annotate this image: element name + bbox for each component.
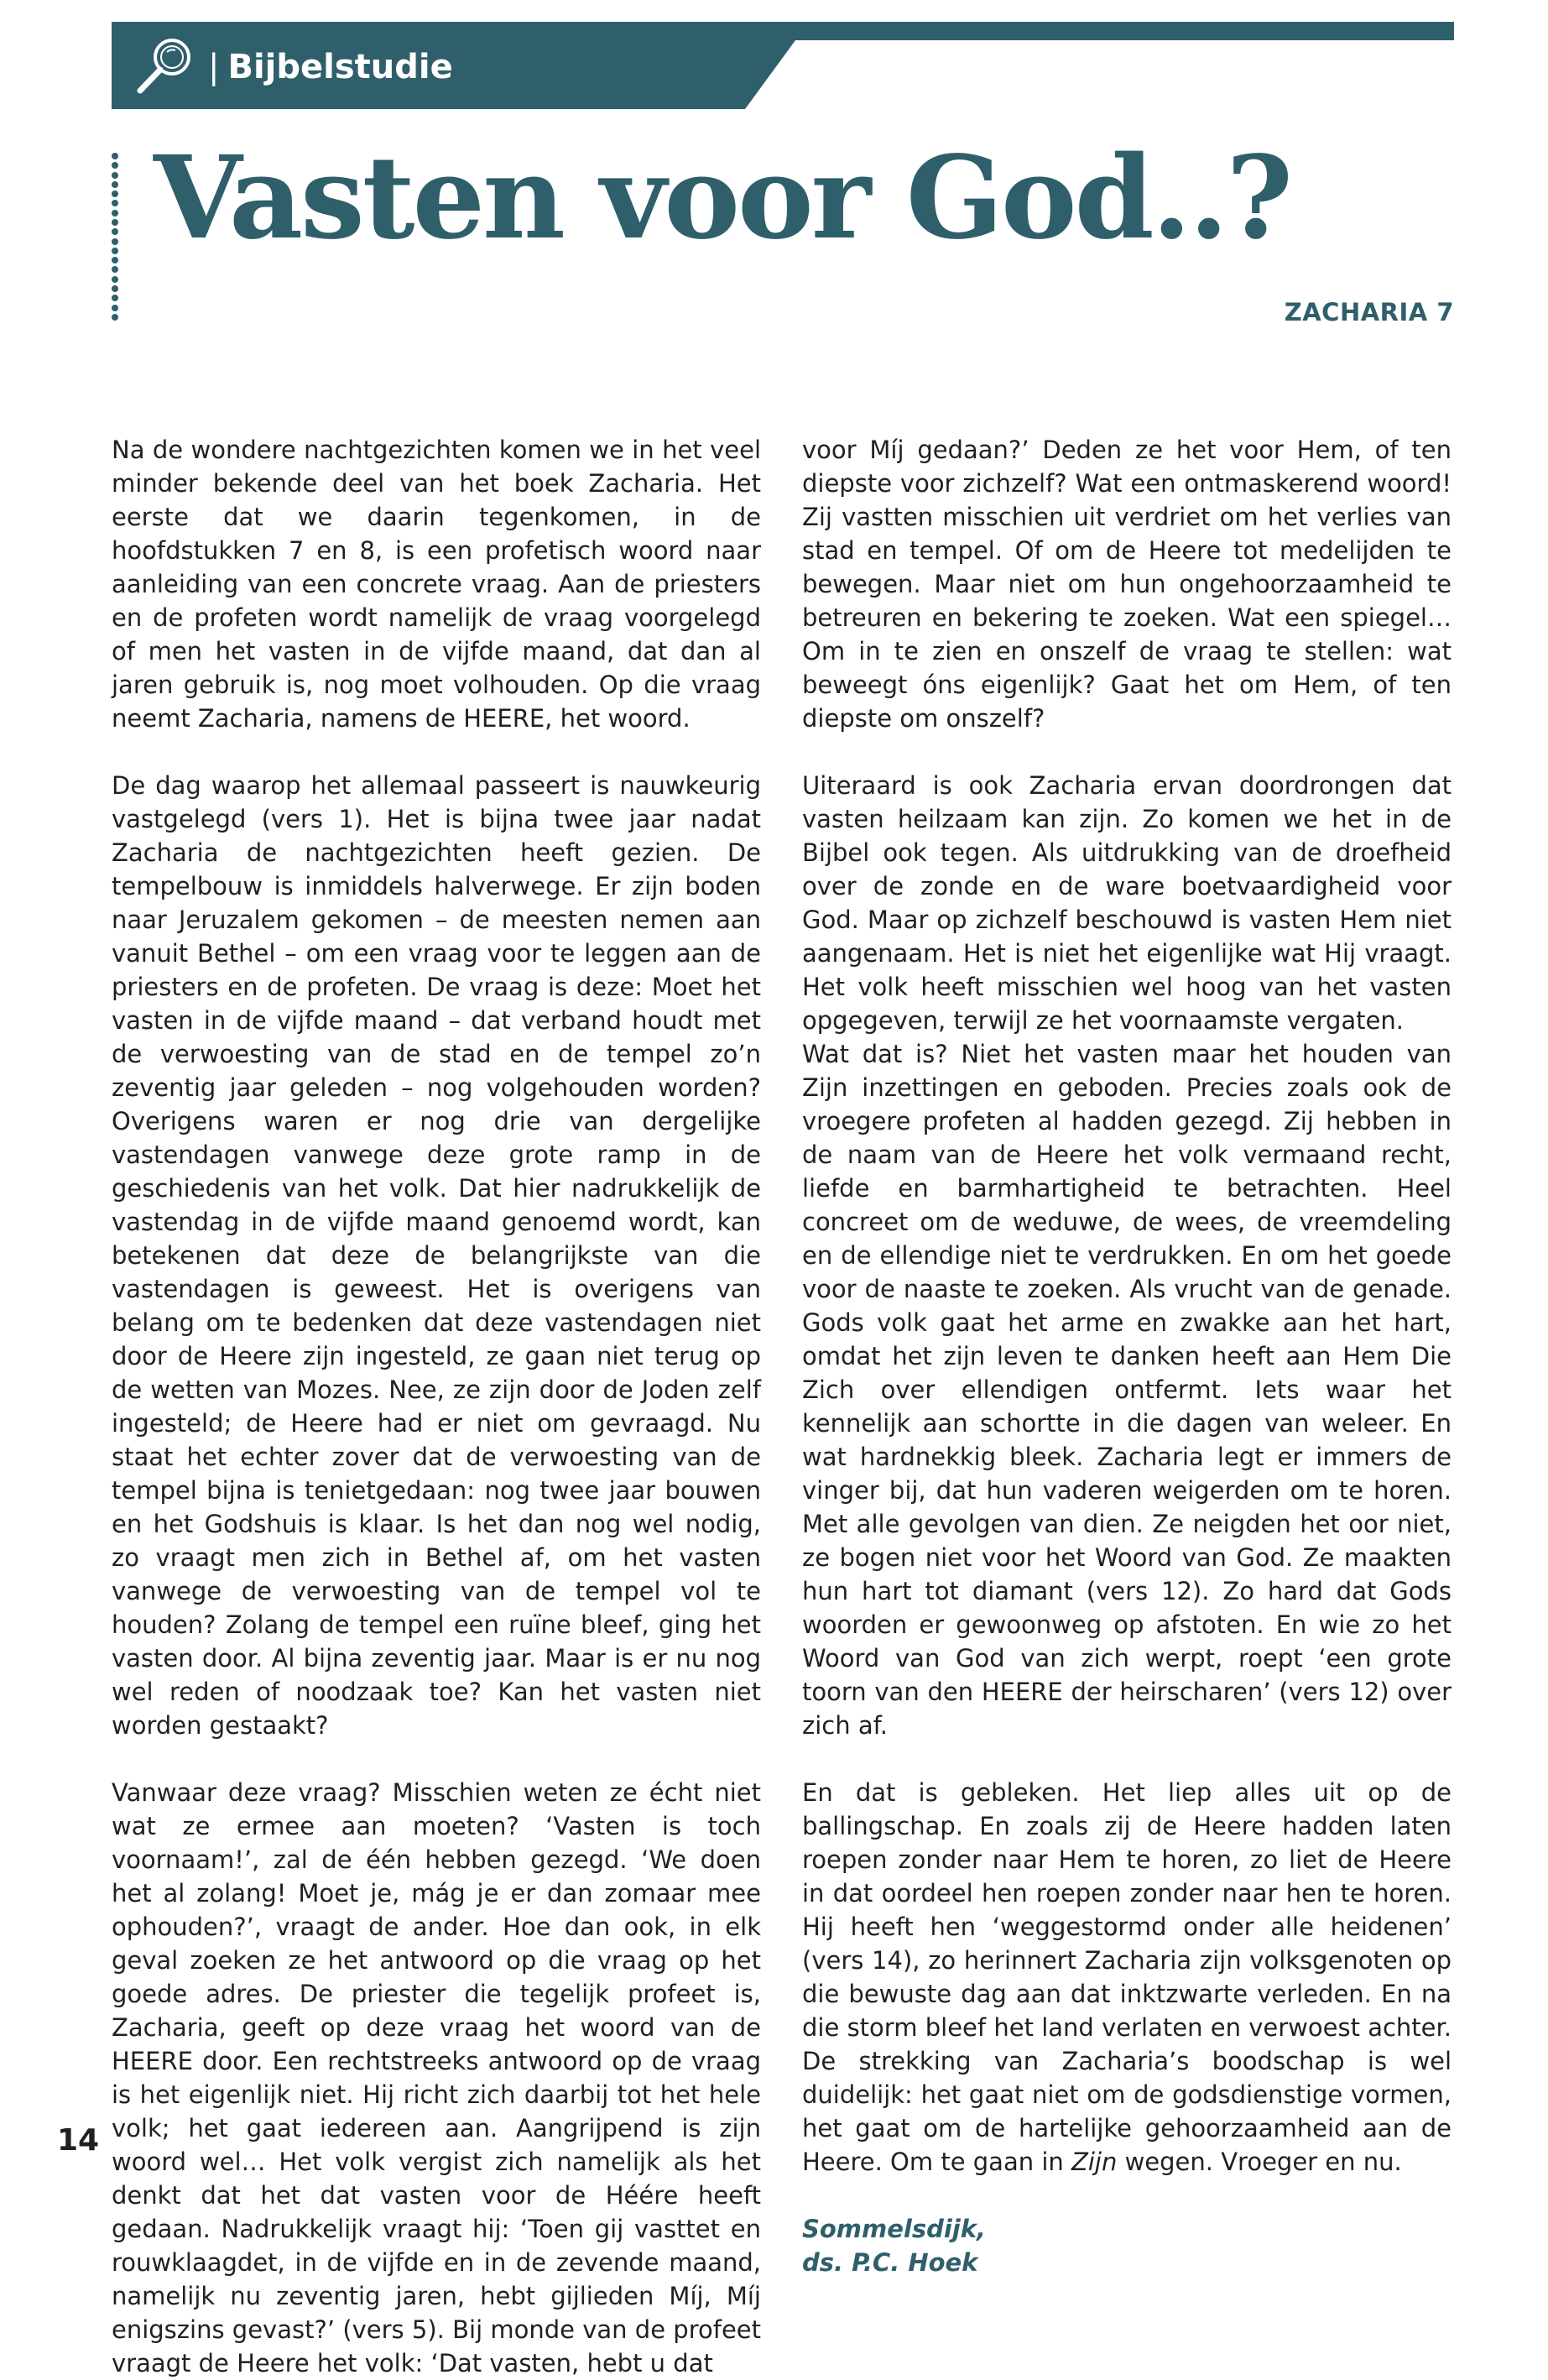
closing-text-end: wegen. Vroeger en nu.: [1117, 2148, 1402, 2176]
article-title: Vasten voor God..?: [154, 131, 1291, 265]
section-title: Bijbelstudie: [227, 48, 453, 86]
paragraph: Vanwaar deze vraag? Misschien weten ze écht niet wat ze ermee aan moeten? ‘Vasten is toch voornaam!’, zal de één hebben gezegd. ‘We doen het al zolang! Moet je, mág je er dan zomaar mee ophouden?’, vraagt de ander. Hoe dan ook, in elk geval zoeken ze het antwoord op die vraag op het goede adres. De priester die tegelijk profeet is, Zacharia, geeft op deze vraag het woord van de HEERE door. Een rechtstreeks antwoord op de vraag is het eigenlijk niet. Hij richt zich daarbij tot het hele volk; het gaat iedereen aan. Aangrijpend is zijn woord wel… Het volk vergist zich namelijk als het denkt dat het dat vasten voor de Héére heeft gedaan. Nadrukkelijk vraagt hij: ‘Toen gij vasttet en rouwklaagdet, in de vijfde en in de zevende maand, namelijk nu zeventig jaren, hebt gijlieden Míj, Míj enigszins gevast?’ (vers 5). Bij monde van de profeet vraagt de Heere het volk: ‘Dat vasten, hebt u dat: [112, 1778, 761, 2377]
decorative-dotted-line: [109, 153, 121, 321]
magnifier-icon: [132, 32, 199, 99]
signature: [802, 2212, 1452, 2279]
scripture-reference: ZACHARIA 7: [1284, 298, 1454, 326]
paragraph: Na de wondere nachtgezichten komen we in het veel minder bekende deel van het boek Zacharia. Het eerste dat we daarin tegenkomen, in de hoofdstukken 7 en 8, is een profetisch woord naar aanleiding van een concrete vraag. Aan de priesters en de profeten wordt namelijk de vraag voorgelegd of men het vasten in de vijfde maand, dat dan al jaren gebruik is, nog moet volhouden. Op die vraag neemt Zacharia, namens de HEERE, het woord.: [112, 436, 761, 733]
article-column-right: [802, 433, 1452, 2279]
closing-text: En dat is gebleken. Het liep alles uit op de ballingschap. En zoals zij de Heere hadden laten roepen zonder naar Hem te horen, zo liet de Heere in dat oordeel hen roepen zonder naar hen te horen. Hij heeft hen ‘weggestormd onder alle heidenen’ (vers 14), zo herinnert Zacharia zijn volksgenoten op die bewuste dag aan dat inktzwarte verleden. En na die storm bleef het land verlaten en verwoest achter. De strekking van Zacharia’s boodschap is wel duidelijk: het gaat niet om de godsdienstige vormen, het gaat om de hartelijke gehoorzaamheid aan de Heere. Om te gaan in: [802, 1778, 1452, 2176]
paragraph: voor Míj gedaan?’ Deden ze het voor Hem, of ten diepste voor zichzelf? Wat een ontmaskerend woord! Zij vastten misschien uit verdriet om het verlies van stad en tempel. Of om de Heere tot medelijden te bewegen. Maar niet om hun ongehoorzaamheid te betreuren en bekering te zoeken. Wat een spiegel… Om in te zien en onszelf de vraag te stellen: wat beweegt óns eigenlijk? Gaat het om Hem, of ten diepste om onszelf?: [802, 436, 1452, 733]
paragraph: Wat dat is? Niet het vasten maar het houden van Zijn inzettingen en geboden. Precies zoals ook de vroegere profeten al hadden gezegd. Zij hebben in de naam van de Heere het volk vermaand recht, liefde en barmhartigheid te betrachten. Heel concreet om de weduwe, de wees, de vreemdeling en de ellendige niet te verdrukken. En om het goede voor de naaste te zoeken. Als vrucht van de genade. Gods volk gaat het arme en zwakke aan het hart, omdat het zijn leven te danken heeft aan Hem Die Zich over ellendigen ontfermt. Iets waar het kennelijk aan schortte in die dagen van weleer. En wat hardnekkig bleek. Zacharia legt er immers de vinger bij, dat hun vaderen weigerden om te horen. Met alle gevolgen van dien. Ze neigden het oor niet, ze bogen niet voor het Woord van God. Ze maakten hun hart tot diamant (vers 12). Zo hard dat Gods woorden er gewoonweg op afstoten. En wie zo het Woord van God van zich werpt, roept ‘een grote toorn van den HEERE der heirscharen’ (vers 12) over zich af.: [802, 1040, 1452, 1740]
section-label: [208, 42, 453, 92]
section-separator: |: [208, 48, 220, 86]
paragraph: Uiteraard is ook Zacharia ervan doordrongen dat vasten heilzaam kan zijn. Zo komen we het in de Bijbel ook tegen. Als uitdrukking van de droefheid over de zonde en de ware boetvaardigheid voor God. Maar op zichzelf beschouwd is vasten Hem niet aangenaam. Het is niet het eigenlijke wat Hij vraagt. Het volk heeft misschien wel hoog van het vasten opgegeven, terwijl ze het voornaamste vergaten.: [802, 771, 1452, 1035]
signature-place: Sommelsdijk,: [802, 2215, 987, 2243]
signature-author: ds. P.C. Hoek: [802, 2248, 978, 2277]
emphasis: Zijn: [1071, 2148, 1118, 2176]
page-number: 14: [57, 2123, 100, 2158]
closing-paragraph: [802, 1776, 1452, 2179]
paragraph: De dag waarop het allemaal passeert is nauwkeurig vastgelegd (vers 1). Het is bijna twee jaar nadat Zacharia de nachtgezichten heeft gezien. De tempelbouw is inmiddels halverwege. Er zijn boden naar Jeruzalem gekomen – de meesten nemen aan vanuit Bethel – om een vraag voor te leggen aan de priesters en de profeten. De vraag is deze: Moet het vasten in de vijfde maand – dat verband houdt met de verwoesting van de stad en de tempel zo’n zeventig jaar geleden – nog volgehouden worden? Overigens waren er nog drie van dergelijke vastendagen vanwege deze grote ramp in de geschiedenis van het volk. Dat hier nadrukkelijk de vastendag in de vijfde maand genoemd wordt, kan betekenen dat deze de belangrijkste van die vastendagen is geweest. Het is overigens van belang om te bedenken dat deze vastendagen niet door de Heere zijn ingesteld, ze gaan niet terug op de wetten van Mozes. Nee, ze zijn door de Joden zelf ingesteld; de Heere had er niet om gevraagd. Nu staat het echter zover dat de verwoesting van de tempel bijna is tenietgedaan: nog twee jaar bouwen en het Godshuis is klaar. Is het dan nog wel nodig, zo vraagt men zich in Bethel af, om het vasten vanwege de verwoesting van de tempel vol te houden? Zolang de tempel een ruïne bleef, ging het vasten door. Al bijna zeventig jaar. Maar is er nu nog wel reden of noodzaak toe? Kan het vasten niet worden gestaakt?: [112, 771, 761, 1740]
article-column-left: [112, 433, 761, 2380]
